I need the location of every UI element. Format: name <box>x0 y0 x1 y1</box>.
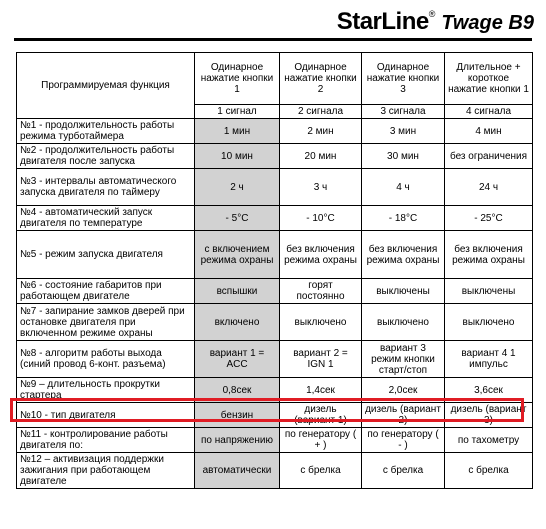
function-name: №11 - контролирование работы двигателя по: <box>17 428 195 453</box>
registered-mark: ® <box>428 9 436 19</box>
option-value: - 5°C <box>195 206 280 231</box>
option-value: 1,4сек <box>280 378 362 403</box>
option-value: по генератору ( - ) <box>362 428 445 453</box>
option-value: вспышки <box>195 279 280 304</box>
option-value: 0,8сек <box>195 378 280 403</box>
option-value: с брелка <box>280 453 362 489</box>
table-row <box>17 341 533 378</box>
option-value: по генератору ( + ) <box>280 428 362 453</box>
option-value: с брелка <box>445 453 533 489</box>
option-value: 3 мин <box>362 119 445 144</box>
table-row <box>17 279 533 304</box>
option-value: вариант 1 = ACC <box>195 341 280 378</box>
option-value: 1 мин <box>195 119 280 144</box>
option-value: выключены <box>445 279 533 304</box>
option-value: выключено <box>445 304 533 341</box>
function-name: №4 - автоматический запуск двигателя по температуре <box>17 206 195 231</box>
table-row <box>17 206 533 231</box>
option-value: вариант 2 = IGN 1 <box>280 341 362 378</box>
table-row <box>17 169 533 206</box>
function-name: №12 – активизация поддержки зажигания при работающем двигателе <box>17 453 195 489</box>
option-value: без включения режима охраны <box>362 231 445 279</box>
option-value: без включения режима охраны <box>445 231 533 279</box>
option-value: 24 ч <box>445 169 533 206</box>
table-row <box>17 403 533 428</box>
function-name: №10 - тип двигателя <box>17 403 195 428</box>
option-value: с брелка <box>362 453 445 489</box>
option-value: 4 ч <box>362 169 445 206</box>
brand-model: Twage B9 <box>441 12 534 34</box>
brand-name: StarLine <box>336 8 429 35</box>
function-name: №7 - запирание замков дверей при остановке двигателя при включенном режиме охраны <box>17 304 195 341</box>
option-value: выключено <box>362 304 445 341</box>
header-row <box>17 53 533 105</box>
option-value: горят постоянно <box>280 279 362 304</box>
option-value: вариант 3 режим кнопки старт/стоп <box>362 341 445 378</box>
function-column-header: Программируемая функция <box>17 53 195 119</box>
function-name: №9 – длительность прокрутки стартера <box>17 378 195 403</box>
function-name: №5 - режим запуска двигателя <box>17 231 195 279</box>
function-name: №2 - продолжительность работы двигателя после запуска <box>17 144 195 169</box>
table-row <box>17 144 533 169</box>
option-value: - 25°C <box>445 206 533 231</box>
column-header: Длительное + короткое нажатие кнопки 1 <box>445 53 533 105</box>
option-value: с включением режима охраны <box>195 231 280 279</box>
table-row <box>17 453 533 489</box>
column-header: Одинарное нажатие кнопки 2 <box>280 53 362 105</box>
column-header: Одинарное нажатие кнопки 3 <box>362 53 445 105</box>
table-row <box>17 428 533 453</box>
option-value: 3 ч <box>280 169 362 206</box>
table-row <box>17 231 533 279</box>
function-table <box>16 52 533 489</box>
brand-logo <box>337 8 534 36</box>
header-rule <box>14 38 532 41</box>
function-name: №1 - продолжительность работы режима турботаймера <box>17 119 195 144</box>
option-value: 10 мин <box>195 144 280 169</box>
column-header: Одинарное нажатие кнопки 1 <box>195 53 280 105</box>
table-row <box>17 304 533 341</box>
option-value: - 10°C <box>280 206 362 231</box>
table-row <box>17 378 533 403</box>
option-value: 30 мин <box>362 144 445 169</box>
option-value: выключено <box>280 304 362 341</box>
option-value: 2 ч <box>195 169 280 206</box>
option-value: 3,6сек <box>445 378 533 403</box>
function-name: №6 - состояние габаритов при работающем двигателе <box>17 279 195 304</box>
option-value: автоматически <box>195 453 280 489</box>
table-row <box>17 119 533 144</box>
option-value: по тахометру <box>445 428 533 453</box>
function-name: №8 - алгоритм работы выхода (синий провод 6-конт. разъема) <box>17 341 195 378</box>
signal-header: 4 сигнала <box>445 105 533 119</box>
option-value: дизель (вариант 3) <box>445 403 533 428</box>
option-value: включено <box>195 304 280 341</box>
option-value: 4 мин <box>445 119 533 144</box>
option-value: - 18°C <box>362 206 445 231</box>
option-value: по напряжению <box>195 428 280 453</box>
option-value: 2 мин <box>280 119 362 144</box>
signal-header: 2 сигнала <box>280 105 362 119</box>
option-value: без ограничения <box>445 144 533 169</box>
option-value: 2,0сек <box>362 378 445 403</box>
signal-header: 1 сигнал <box>195 105 280 119</box>
function-name: №3 - интервалы автоматического запуска двигателя по таймеру <box>17 169 195 206</box>
option-value: вариант 4 1 импульс <box>445 341 533 378</box>
option-value: 20 мин <box>280 144 362 169</box>
option-value: дизель (вариант 1) <box>280 403 362 428</box>
signal-header: 3 сигнала <box>362 105 445 119</box>
option-value: дизель (вариант 2) <box>362 403 445 428</box>
option-value: выключены <box>362 279 445 304</box>
option-value: бензин <box>195 403 280 428</box>
option-value: без включения режима охраны <box>280 231 362 279</box>
